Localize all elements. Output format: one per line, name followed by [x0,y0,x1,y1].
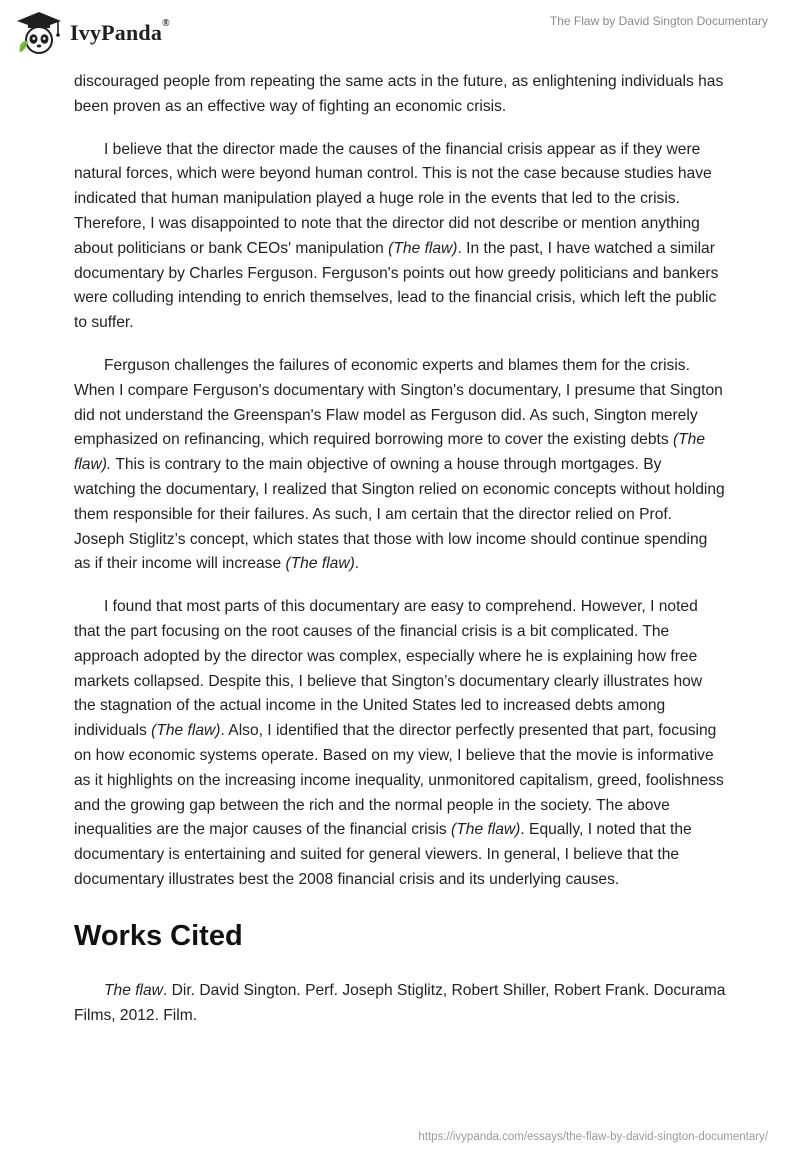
citation-entry: The flaw. Dir. David Sington. Perf. Joseph Stiglitz, Robert Shiller, Robert Frank. Docurama Films, 2012. Film. [74,981,726,1024]
works-cited-heading: Works Cited [74,919,243,952]
paragraph: I believe that the director made the causes of the financial crisis appear as if they were natural forces, which were beyond human control. This is not the case because studies have indicated that human manipulation played a huge role in the events that led to the crisis. Therefore, I was disappointed to note that the director did not describe or mention anything about politicians or bank CEOs' manipulation (The flaw). In the past, I have watched a similar documentary by Charles Ferguson. Ferguson's points out how greedy politicians and bankers were colluding intending to enrich themselves, lead to the financial crisis, which left the public to suffer. [74,140,719,332]
essay-body [74,70,726,1046]
page-header [0,0,800,64]
document-title: The Flaw by David Sington Documentary [549,14,768,28]
paragraph: Ferguson challenges the failures of economic experts and blames them for the crisis. When I compare Ferguson's documentary with Sington's documentary, I presume that Sington did not understand the Greenspan's Flaw model as Ferguson did. As such, Sington merely emphasized on refinancing, which required borrowing more to cover the existing debts (The flaw). This is contrary to the main objective of owning a house through mortgages. By watching the documentary, I realized that Sington relied on economic concepts without holding them responsible for their failures. As such, I am certain that the director relied on Prof. Joseph Stiglitz’s concept, which states that those with low income should continue spending as if their income will increase (The flaw). [74,356,725,573]
brand-name: IvyPanda® [70,18,170,45]
paragraph: I found that most parts of this documentary are easy to comprehend. However, I noted that the part focusing on the root causes of the financial crisis is a bit complicated. The approach adopted by the director was complex, especially where he is explaining how free markets collapsed. Despite this, I believe that Sington’s documentary clearly illustrates how the stagnation of the actual income in the United States led to increased debts among individuals (The flaw). Also, I identified that the director perfectly presented that part, focusing on how economic systems operate. Based on my view, I believe that the movie is informative as it highlights on the increasing income inequality, unmonitored capitalism, greed, foolishness and the growing gap between the rich and the normal people in the society. The above inequalities are the major causes of the financial crisis (The flaw). Equally, I noted that the documentary is entertaining and suited for general viewers. In general, I believe that the documentary illustrates best the 2008 financial crisis and its underlying causes. [74,598,724,888]
panda-graduate-icon [14,10,64,56]
ivypanda-logo[interactable] [14,8,170,58]
source-url[interactable]: https://ivypanda.com/essays/the-flaw-by-david-sington-documentary/ [418,1131,768,1143]
paragraph: discouraged people from repeating the same acts in the future, as enlightening individuals has been proven as an effective way of fighting an economic crisis. [74,73,724,115]
